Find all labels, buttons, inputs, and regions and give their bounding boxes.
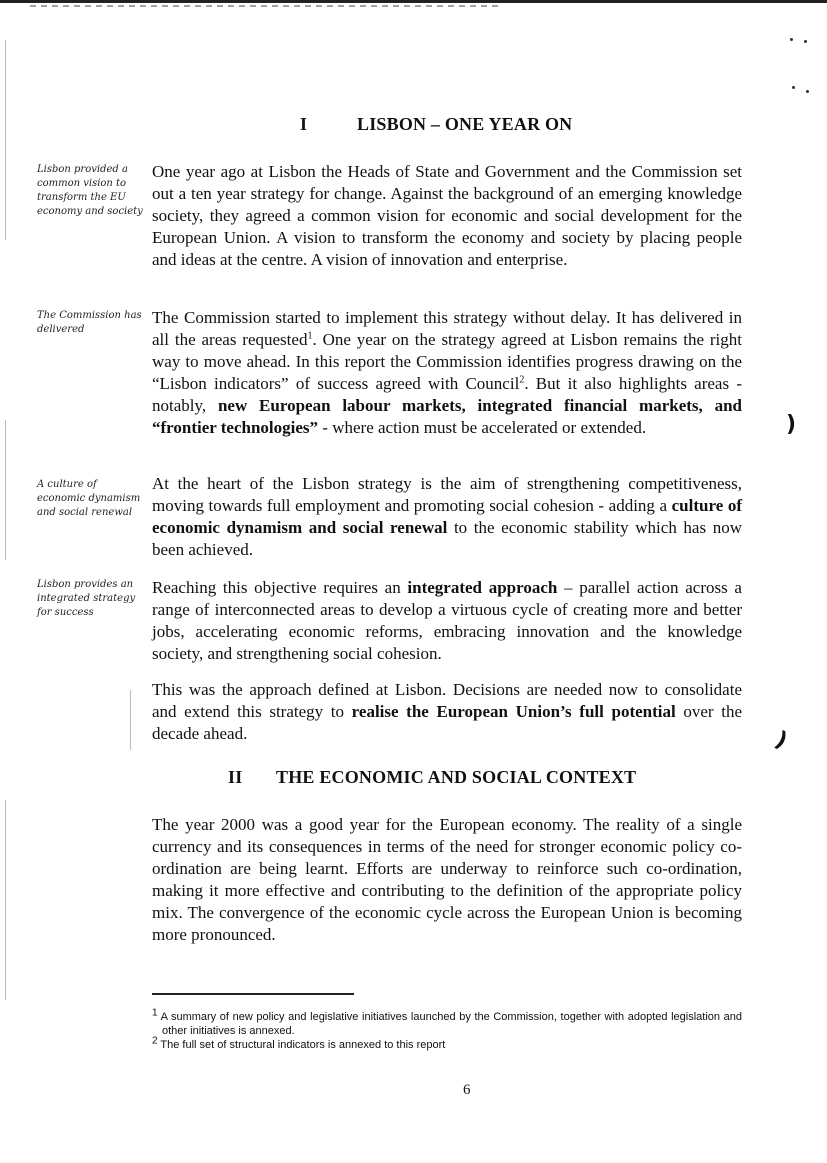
footnotes <box>152 1007 743 1052</box>
margin-note: The Commission has delivered <box>37 310 142 335</box>
scan-margin-line <box>5 420 6 560</box>
paragraph: The year 2000 was a good year for the European economy. The reality of a single currency and its consequences in terms of the need for stronger economic policy co-ordination are being learnt. Efforts are underway to reinforce such co-ordination, making it more effective and contributing to the definition of the appropriate policy mix. The convergence of the economic cycle across the European Union is becoming more pronounced. <box>152 815 742 944</box>
section-number: II <box>228 767 243 787</box>
section-title: LISBON – ONE YEAR ON <box>357 114 573 134</box>
footnote-ref[interactable]: 1 <box>307 330 313 342</box>
scan-margin-line <box>130 690 131 750</box>
margin-note: Lisbon provided a common vision to transform the EU economy and society <box>37 164 143 217</box>
scan-speck <box>804 40 807 43</box>
paragraph: This was the approach defined at Lisbon. Decisions are needed now to consolidate and extend this strategy to realise the European Union’s full potential over the decade ahead. <box>152 680 742 743</box>
paragraph: The Commission started to implement this strategy without delay. It has delivered in all the areas requested$^1$. One year on the strategy agreed at Lisbon remains the right way to move ahead. In this report the Commission identifies progress drawing on the “Lisbon indicators” of success agreed with Council$^2$. But it also highlights areas - notably, new European labour markets, integrated financial markets, and “frontier technologies” - where action must be accelerated or extended. <box>152 308 743 437</box>
paragraph: At the heart of the Lisbon strategy is the aim of strengthening competitiveness, moving towards full employment and promoting social cohesion - adding a culture of economic dynamism and social renewal to the economic stability which has now been achieved. <box>152 474 742 559</box>
section-number: I <box>300 114 308 134</box>
scan-bracket-mark: ) <box>771 727 791 754</box>
footnote-separator <box>152 993 354 995</box>
scan-margin-line <box>5 40 6 240</box>
footnote: $^2$ The full set of structural indicators is annexed to this report <box>152 1035 446 1051</box>
section-heading-2 <box>228 767 636 788</box>
scan-speck <box>806 90 809 93</box>
emphasis: culture of economic dynamism and social renewal <box>152 496 742 537</box>
footnote: $^1$ A summary of new policy and legislative initiatives launched by the Commission, together with adopted legislation and other initiatives is annexed. <box>152 1007 743 1037</box>
paragraph: One year ago at Lisbon the Heads of State and Government and the Commission set out a ten year strategy for change. Against the background of an emerging knowledge society, they agreed a common vision for economic and social development for the European Union. A vision to transform the economy and society by placing people and ideas at the centre. A vision of innovation and enterprise. <box>152 162 742 269</box>
emphasis: integrated approach <box>407 578 558 597</box>
scan-bracket-mark: ) <box>786 412 797 437</box>
paragraph: Reaching this objective requires an integrated approach – parallel action across a range of interconnected areas to develop a virtuous cycle of creating more and better jobs, accelerating economic reforms, embracing innovation and the knowledge society, and strengthening social cohesion. <box>152 578 742 663</box>
footnote-ref[interactable]: 2 <box>519 374 525 386</box>
scan-margin-line <box>5 800 6 1000</box>
margin-note: A culture of economic dynamism and social renewal <box>37 479 141 518</box>
page-number: 6 <box>463 1082 471 1098</box>
margin-note: Lisbon provides an integrated strategy for success <box>37 579 136 618</box>
emphasis: new European labour markets, integrated financial markets, and “frontier technologies” <box>152 396 742 437</box>
scan-speck <box>790 38 793 41</box>
section-title: THE ECONOMIC AND SOCIAL CONTEXT <box>276 767 637 787</box>
scan-top-edge <box>0 0 827 8</box>
emphasis: realise the European Union’s full potential <box>351 702 676 721</box>
section-heading-1 <box>300 114 572 135</box>
scan-speck <box>792 86 795 89</box>
